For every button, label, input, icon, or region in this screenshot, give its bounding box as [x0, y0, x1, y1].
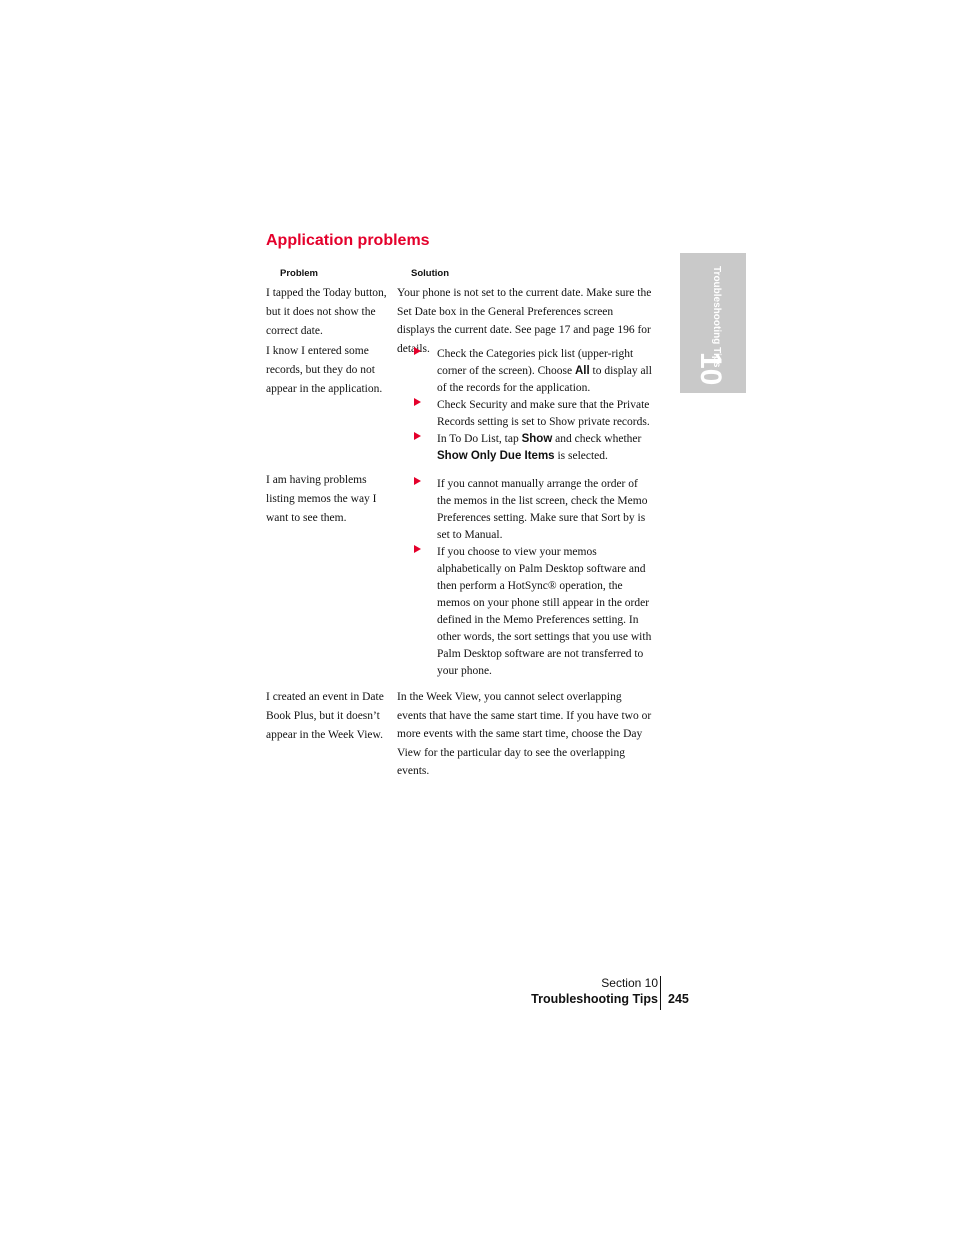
solution-list [412, 346, 652, 465]
chapter-tab-label: Troubleshooting Tips [711, 266, 722, 368]
footer-title: Troubleshooting Tips [531, 992, 658, 1006]
bullet-text: If you cannot manually arrange the order of the memos in the list screen, check the Memo Preferences setting. Make sure that Sort by is set to Manual. [437, 478, 648, 541]
problem-cell: I know I entered some records, but they do not appear in the application. [266, 345, 383, 395]
problem-cell: I am having problems listing memos the way I want to see them. [266, 474, 377, 524]
section-heading: Application problems [266, 232, 430, 249]
problem-cell: I created an event in Date Book Plus, but it doesn’t appear in the Week View. [266, 691, 384, 741]
column-header-problem: Problem [280, 268, 319, 279]
bullet-bold-text: Show Only Due Items [437, 450, 555, 462]
solution-list [412, 476, 652, 680]
arrow-bullet-icon [414, 432, 421, 440]
list-item [412, 544, 652, 680]
bullet-bold-text: Show [521, 433, 553, 445]
bullet-text: If you choose to view your memos alphabetically on Palm Desktop software and then perform a HotSync® operation, the memos on your phone still appear in the order defined in the Memo Preferences setting. In other words, the sort settings that you use with Palm Desktop software are not transferred to your phone. [437, 546, 652, 677]
bullet-text: and check whether [552, 433, 642, 445]
arrow-bullet-icon [414, 477, 421, 485]
list-item [412, 397, 652, 431]
bullet-text: In To Do List, tap [437, 433, 522, 445]
bullet-text: is selected. [554, 450, 608, 462]
solution-cell: Your phone is not set to the current date. Make sure the Set Date box in the General Preferences screen displays the current date. See page 17 and page 196 for details. [397, 287, 652, 355]
page-number: 245 [668, 992, 689, 1006]
bullet-text: to display all of the records for the application. [437, 365, 652, 394]
arrow-bullet-icon [414, 398, 421, 406]
bullet-bold-text: All [574, 365, 590, 377]
list-item [412, 346, 652, 397]
bullet-text: Check Security and make sure that the Private Records setting is set to Show private records. [437, 399, 650, 428]
solution-cell: In the Week View, you cannot select overlapping events that have the same start time. If you have two or more events with the same start time, choose the Day View for the particular day to see the overlapping events. [397, 691, 652, 777]
arrow-bullet-icon [414, 545, 421, 553]
footer-divider [660, 976, 661, 1010]
column-header-solution: Solution [411, 268, 449, 279]
arrow-bullet-icon [414, 347, 421, 355]
list-item [412, 431, 652, 465]
chapter-tab-number: 10 [694, 352, 727, 386]
list-item [412, 476, 652, 544]
bullet-text: Check the Categories pick list (upper-right corner of the screen). Choose [437, 348, 634, 377]
footer-section: Section 10 [601, 976, 658, 990]
problem-cell: I tapped the Today button, but it does not show the correct date. [266, 287, 387, 337]
